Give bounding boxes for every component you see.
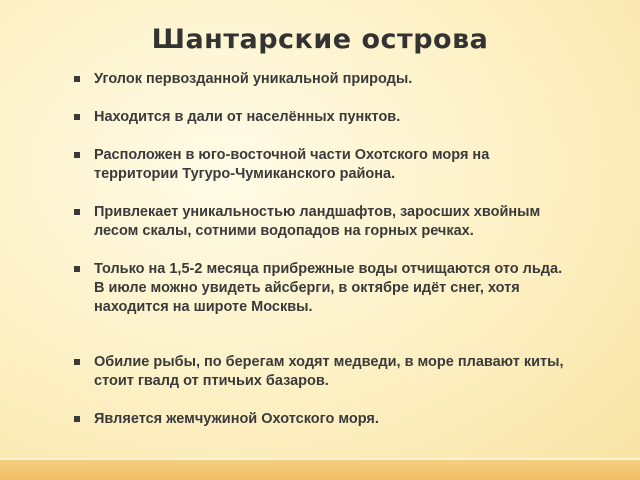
bullet-marker-icon xyxy=(74,209,80,215)
bullet-list xyxy=(74,70,574,429)
footer-band xyxy=(0,460,640,480)
bullet-text: Обилие рыбы, по берегам ходят медведи, в море плавают киты, стоит гвалд от птичьих базаров. xyxy=(94,354,564,389)
bullet-item xyxy=(74,146,574,184)
bullet-text: Является жемчужиной Охотского моря. xyxy=(94,411,379,427)
bullet-text: Находится в дали от населённых пунктов. xyxy=(94,109,401,125)
bullet-marker-icon xyxy=(74,416,80,422)
bullet-item xyxy=(74,410,574,429)
bullet-text: Расположен в юго-восточной части Охотского моря на территории Тугуро-Чумиканского района. xyxy=(94,147,490,182)
bullet-item xyxy=(74,260,574,317)
bullet-text: Привлекает уникальностью ландшафтов, заросших хвойным лесом скалы, сотними водопадов на горных речках. xyxy=(94,204,541,239)
bullet-item xyxy=(74,70,574,89)
slide-title: Шантарские острова xyxy=(151,24,489,55)
bullet-text: Только на 1,5-2 месяца прибрежные воды отчищаются ото льда. В июле можно увидеть айсберги, в октябре идёт снег, хотя находится на широте Москвы. xyxy=(94,261,563,315)
bullet-marker-icon xyxy=(74,76,80,82)
bullet-marker-icon xyxy=(74,152,80,158)
bullet-item xyxy=(74,108,574,127)
bullet-marker-icon xyxy=(74,359,80,365)
bullet-marker-icon xyxy=(74,266,80,272)
bullet-marker-icon xyxy=(74,114,80,120)
bullet-item xyxy=(74,203,574,241)
bullet-item xyxy=(74,353,574,391)
bullet-text: Уголок первозданной уникальной природы. xyxy=(94,71,413,87)
